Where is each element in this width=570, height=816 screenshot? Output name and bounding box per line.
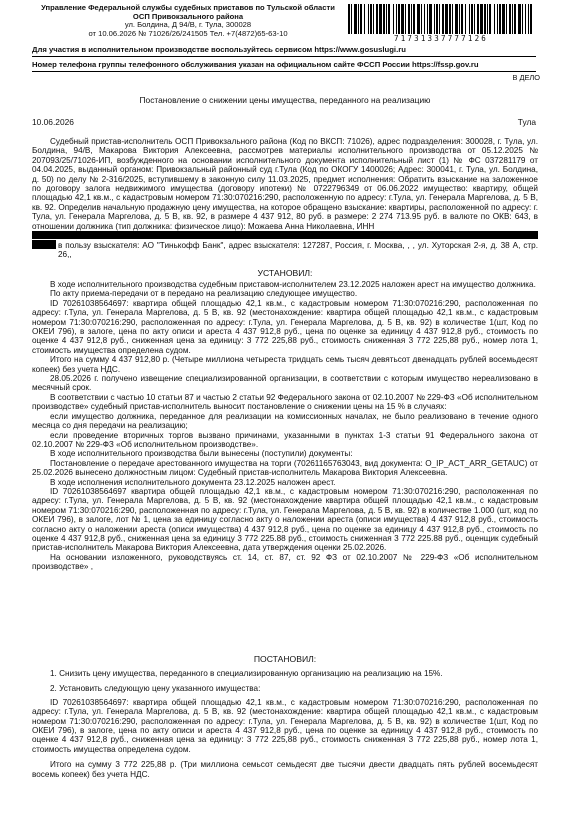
body-paragraph: В ходе исполнительного производства были вынесены (поступили) документы: xyxy=(50,449,353,459)
body-paragraph: 1. Снизить цену имущества, переданного в специализированную организацию на реализацию на 15%. xyxy=(50,669,443,678)
barcode-bar xyxy=(530,4,532,34)
barcode-image xyxy=(348,4,532,34)
barcode-bar xyxy=(514,4,516,34)
barcode-bar xyxy=(445,4,448,34)
barcode-bar xyxy=(401,4,404,34)
barcode-bar xyxy=(442,4,444,34)
barcode-bar xyxy=(436,4,438,34)
barcode-bar xyxy=(396,4,397,34)
claimant-paragraph: в пользу взыскателя: АО "Тинькофф Банк", адрес взыскателя: 127287, Россия, г. Москва, , , ул. Хуторская 2-я, д. 38 А, стр. 26,, xyxy=(58,241,538,260)
document-date: 10.06.2026 xyxy=(32,117,74,127)
barcode-bar xyxy=(489,4,491,34)
barcode-bar xyxy=(364,4,365,34)
barcode-bar xyxy=(405,4,406,34)
phone-info-line: Номер телефона группы телефонного обслуживания указан на официальном сайте ФССП России https://fssp.gov.ru xyxy=(32,60,479,69)
redaction-bar xyxy=(32,240,56,249)
body-paragraph: 2. Установить следующую цену указанного имущества: xyxy=(50,684,261,694)
barcode-bar xyxy=(373,4,374,34)
document-title: Постановление о снижении цены имущества, переданного на реализацию xyxy=(139,95,431,105)
resolved-section xyxy=(32,669,538,779)
body-paragraph: В ходе исполнения исполнительного документа 23.12.2025 наложен арест. xyxy=(50,477,336,487)
barcode-bar xyxy=(480,4,483,34)
redaction-bar xyxy=(32,231,538,239)
issuer-header xyxy=(34,4,342,38)
barcode-bar xyxy=(413,4,415,34)
barcode-bar xyxy=(487,4,488,34)
barcode-bar xyxy=(424,4,425,34)
barcode-bar xyxy=(358,4,359,34)
barcode-bar xyxy=(383,4,385,34)
resolved-heading: ПОСТАНОВИЛ: xyxy=(253,654,317,664)
issuer-address: ул. Болдина, Д 94/В, г. Тула, 300028 xyxy=(124,20,252,29)
barcode-bar xyxy=(465,4,466,34)
gosuslugi-service-line: Для участия в исполнительном производстве воспользуйтесь сервисом https://www.gosuslugi.ru xyxy=(32,45,406,54)
barcode-bar xyxy=(469,4,470,34)
barcode-bar xyxy=(452,4,453,34)
intro-paragraph: Судебный пристав-исполнитель ОСП Привокзального района (Код по ВКСП: 71026), адрес подразделения: 300028, г. Тула, ул. Болдина, 94/В, Макарова Виктория Алексеевна, рассмотрев материалы исполнительного производства от 05.12.2025 № 207093/25/71026-ИП, возбужденного на основании исполнительного документа исполнительный лист (1) № ФС 037281179 от 04.04.2025, выданный органом: Привокзальный районный суд г.Тула (Код по ОКОГУ 1400026; Адрес: 300041, г. Тула, ул. Болдина, д. 50) по делу № 2-316/2025, вступившему в законную силу 11.03.2025, предмет исполнения: Обратить взыскание на заложенное по договору залога недвижимого имущества (договору ипотеки) № 0722796349 от 06.06.2022 имущество: квартиру, общей площадью 42,1 кв.м., с кадастровым номером 71:30:070216:290, расположенную по адресу: г.Тула, ул. Генерала Маргелова, д. 5 В, кв. 92. Определив начальную продажную цену имущества, на которое обращено взыскание: квартиры, расположенной по адресу: г. Тула, ул. Генерала Маргелова, д. 5 В, кв. 92, в размере 4 437 912, 80 руб. в размере: 2 274 713.95 руб. в валюте по ОКВ: 643, в отношении должника (тип должника: физическое лицо): Можаева Анна Николаевна, ИНН xyxy=(32,137,538,231)
barcode-bar xyxy=(459,4,460,34)
barcode-bar xyxy=(368,4,369,34)
body-paragraph: если имущество должника, переданное для реализации на комиссионных началах, не было реализовано в течение одного месяца со дня передачи на реализацию; xyxy=(32,411,538,431)
barcode-bar xyxy=(528,4,529,34)
established-heading: УСТАНОВИЛ: xyxy=(257,268,313,278)
barcode-bar xyxy=(439,4,440,34)
barcode-bar xyxy=(502,4,505,34)
barcode-bar xyxy=(518,4,521,34)
body-paragraph: На основании изложенного, руководствуясь ст. 14, ст. 87, ст. 92 ФЗ от 02.10.2007 № 229-ФЗ «Об исполнительном производстве» , xyxy=(32,552,538,572)
barcode-bar xyxy=(417,4,420,34)
barcode-bar xyxy=(449,4,451,34)
body-paragraph: В соответствии с частью 10 статьи 87 и частью 2 статьи 92 Федерального закона от 02.10.2007 № 229-ФЗ «Об исполнительном производстве» судебный пристав-исполнитель выносит постановление о снижении цены на 15 % в случаях: xyxy=(32,392,538,412)
barcode-bar xyxy=(522,4,523,34)
barcode-bar xyxy=(408,4,410,34)
divider xyxy=(32,71,536,72)
body-paragraph: Итого на сумму 3 772 225,88 р. (Три миллиона семьсот семьдесят две тысячи двести двадцать пять рублей восемьдесят восемь копеек) без учета НДС. xyxy=(32,760,538,779)
barcode-bar xyxy=(484,4,486,34)
barcode-bar xyxy=(386,4,387,34)
barcode-bar xyxy=(434,4,435,34)
barcode-bar xyxy=(525,4,526,34)
intro-paragraph-block xyxy=(32,137,538,231)
body-paragraph: 28.05.2026 г. получено извещение специализированной организации, в соответствии с которым имущество нереализовано в месячный срок. xyxy=(32,374,538,393)
barcode-bar xyxy=(370,4,372,34)
barcode-bar xyxy=(376,4,378,34)
barcode-bar xyxy=(354,4,357,34)
issuer-ref-phone: от 10.06.2026 № 71026/26/241505 Тел. +7(4872)65-63-10 xyxy=(88,28,288,38)
barcode-bar xyxy=(360,4,362,34)
body-paragraph: Итого на сумму 4 437 912,80 р. (Четыре миллиона четыреста тридцать семь тысяч девятьсот двенадцать рублей восемьдесят копеек) без учета НДС. xyxy=(32,355,538,374)
barcode-bar xyxy=(393,4,394,34)
body-paragraph: ID 70261038564697: квартира общей площадью 42,1 кв.м., с кадастровым номером 71:30:070216:290, расположенная по адресу: г.Тула, ул. Генерала Маргелова, д. 5 В, кв. 92 (местонахождение: квартира общей площадью 42,1 кв.м., с кадастровым номером 71:30:070216:290, расположенная по адресу: г.Тула, ул. Генерала Маргелова, д. 5 В, кв. 92) в количестве 1(шт, Код по ОКЕИ 796), в залоге, цена по акту описи и ареста 4 437 912,8 руб., цена по оценке за единицу 4 437 912,8 руб., стоимость по оценке 4 437 912,8 руб., сниженная цена за единицу: 3 772 225,88 руб., стоимость сниженная 3 772 225,88 руб., номер лота 1, стоимость имущества определена судом. xyxy=(32,697,538,754)
barcode-bar xyxy=(477,4,479,34)
claimant-block xyxy=(58,241,538,260)
barcode-bar xyxy=(509,4,511,34)
body-paragraph: Постановление о передаче арестованного имущества на торги (70261165763043, вид документа: O_IP_ACT_ARR_GETAUC) от 25.02.2026 вынесено должностным лицом: Судебный пристав-исполнитель Макарова Виктория Алексеевна. xyxy=(32,458,538,478)
body-paragraph: По акту приема-передачи от в передано на реализацию следующее имущество. xyxy=(50,289,358,299)
barcode-bar xyxy=(348,4,350,34)
barcode-bar xyxy=(379,4,382,34)
barcode-bar xyxy=(398,4,400,34)
barcode-bar xyxy=(474,4,475,34)
barcode-bar xyxy=(351,4,352,34)
barcode-bar xyxy=(494,4,495,34)
body-paragraph: ID 70261038564697 квартира общей площадью 42,1 кв.м., с кадастровым номером 71:30:070216:290, расположенная по адресу: г.Тула, ул. Генерала Маргелова, д. 5 В, кв. 92 (местонахождение квартира общей площадью 42,1 кв.м., с кадастровым номером 71:30:070216:290, расположенная по адресу: г.Тула, ул. Генерала Маргелова, д. 5 В, кв. 92) в количестве 1.000 (шт, код по ОКЕИ 796), в залоге, лот № 1, цена за единицу согласно акту о наложении ареста (описи имущества) 4 437 912,8 руб., стоимость согласно акту о наложении ареста (описи имущества) 4 437 912,8 руб., цена по оценке за единицу 4 437 912,8 руб., стоимость по оценке 4 437 912,8 руб., сниженная цена за единицу 3 772 225.88 руб., стоимость сниженная 3 772 225.88 руб., оценщик судебный пристав-исполнитель Макарова Виктория Алексеевна, дата утверждения оценки 25.02.2026. xyxy=(32,486,538,553)
issuer-line-2: ОСП Привокзального района xyxy=(132,11,244,21)
barcode-bar xyxy=(471,4,473,34)
body-paragraph: ID 70261038564697: квартира общей площадью 42,1 кв.м., с кадастровым номером 71:30:070216:290, расположенная по адресу: г.Тула, ул. Генерала Маргелова, д. 5 В, кв. 92 (местонахождение: квартира общей площадью 42,1 кв.м., с кадастровым номером 71:30:070216:290, расположенная по адресу: г.Тула, ул. Генерала Маргелова, д. 5 В, кв. 92) в количестве 1(шт, Код по ОКЕИ 796), в залоге, цена по акту описи и ареста 4 437 912,8 руб., цена по оценке за единицу 4 437 912,8 руб., стоимость по оценке 4 437 912,8 руб., сниженная цена за единицу: 3 772 225,88 руб., стоимость сниженная 3 772 225,88 руб., номер лота 1, стоимость имущества определена судом. xyxy=(32,298,538,355)
barcode-bar xyxy=(512,4,513,34)
issuer-line-1: Управление Федеральной службы судебных приставов по Тульской области xyxy=(41,3,335,12)
barcode-bar xyxy=(429,4,432,34)
barcode-bar xyxy=(497,4,498,34)
barcode-number: 71731337777126 xyxy=(393,34,488,43)
barcode-bar xyxy=(506,4,507,34)
established-section xyxy=(32,280,538,572)
stamp-v-delo: В ДЕЛО xyxy=(512,73,540,82)
barcode-bar xyxy=(499,4,501,34)
document-city: Тула xyxy=(517,117,536,127)
barcode-bar xyxy=(461,4,463,34)
barcode-bar xyxy=(427,4,428,34)
barcode-bar xyxy=(388,4,390,34)
barcode-bar xyxy=(421,4,422,34)
body-paragraph: В ходе исполнительного производства судебным приставом-исполнителем 23.12.2025 наложен арест на имущество должника. xyxy=(50,280,536,289)
divider xyxy=(32,56,536,57)
barcode-bar xyxy=(455,4,458,34)
body-paragraph: если проведение вторичных торгов вызвано причинами, указанными в пунктах 1-3 статьи 91 Федерального закона от 02.10.2007 № 229-ФЗ «Об исполнительном производстве». xyxy=(32,430,538,449)
barcode-bar xyxy=(411,4,412,34)
